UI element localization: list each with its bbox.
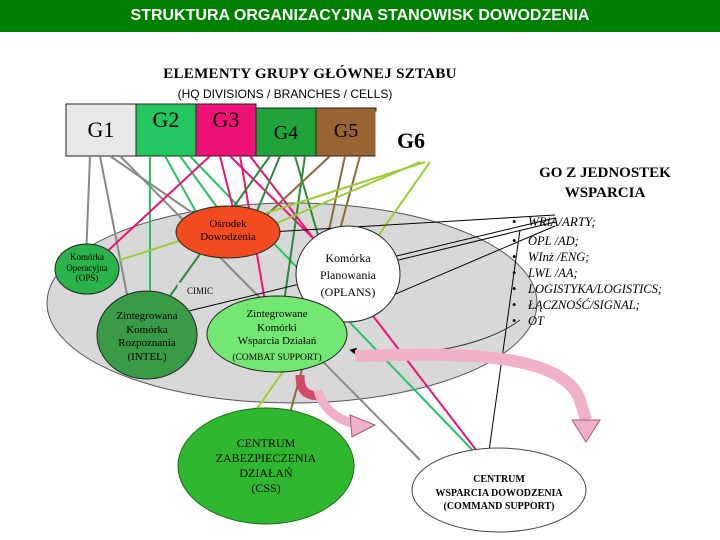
command-support-line1: CENTRUM [473,474,525,485]
osrodek-label [180,218,276,244]
division-g2: G2 [152,107,180,132]
command-support-arrowhead [572,420,600,442]
css-arrowhead [350,415,375,437]
combat-support-line1: Zintegrowane [246,308,308,320]
command-support-label [418,473,580,514]
support-units-title-line2: WSPARCIA [564,185,646,201]
list-item-label: WRiA/ARTY; [528,214,596,229]
cimic-label: CIMIC [186,286,213,296]
command-support-line3: (COMMAND SUPPORT) [443,501,555,512]
division-g4: G4 [273,121,299,144]
intel-line1: Zintegrowana [116,310,178,322]
list-item: • LOGISTYKA/LOGISTICS; [512,282,663,296]
combat-support-line4: (COMBAT SUPPORT) [232,352,322,363]
support-units-title-line1: GO Z JEDNOSTEK [539,165,671,181]
main-heading: ELEMENTY GRUPY GŁÓWNEJ SZTABU [163,66,457,82]
osrodek-line1: Ośrodek [209,218,247,230]
osrodek-line2: Dowodzenia [200,231,256,243]
combat-support-line2: Komórki [257,321,297,334]
list-item-label: LOGISTYKA/LOGISTICS; [528,282,663,296]
division-g5: G5 [333,119,359,142]
banner-title: STRUKTURA ORGANIZACYJNA STANOWISK DOWODZENIA [0,0,720,32]
plans-line2: Planowania [320,268,376,282]
division-g6: G6 [396,128,426,153]
support-units-list [512,214,712,330]
combat-support-label [212,308,342,365]
list-item-label: WInż /ENG; [528,250,590,264]
list-item-label: OT [528,314,544,328]
list-item: • OT [512,314,544,328]
css-label [196,436,336,496]
ops-line2: Operacyjna [66,262,108,273]
css-line3: DZIAŁAŃ [239,466,293,480]
list-item-label: ŁĄCZNOŚĆ/SIGNAL; [528,298,640,312]
list-item: • WInż /ENG; [512,250,590,264]
support-units-title [500,163,710,203]
intel-line2: Komórka [126,323,168,336]
ops-label [56,252,118,284]
plans-line1: Komórka [325,251,371,265]
plans-line3: (OPLANS) [320,285,376,299]
ops-line1: Komórka [70,252,104,262]
plans-label [300,250,396,301]
intel-line4: (INTEL) [127,350,167,363]
list-item: • ŁĄCZNOŚĆ/SIGNAL; [512,298,640,312]
division-g3: G3 [212,107,240,132]
list-item: • LWL /AA; [512,266,578,280]
list-item-label: OPL /AD; [528,234,579,248]
list-item: • OPL /AD; [512,234,579,248]
division-g1: G1 [87,117,115,142]
css-line2: ZABEZPIECZENIA [215,451,317,465]
command-support-line2: WSPARCIA DOWODZENIA [435,487,563,499]
ops-line3: (OPS) [75,273,99,283]
list-item: • WRiA/ARTY; [512,214,596,229]
combat-support-line3: Wsparcia Działań [237,335,317,347]
list-item-label: LWL /AA; [528,266,578,280]
intel-label [103,310,191,364]
css-line1: CENTRUM [236,436,296,450]
css-line4: (CSS) [251,481,281,495]
intel-line3: Rozpoznania [118,337,176,349]
main-subheading: (HQ DIVISIONS / BRANCHES / CELLS) [177,87,393,101]
